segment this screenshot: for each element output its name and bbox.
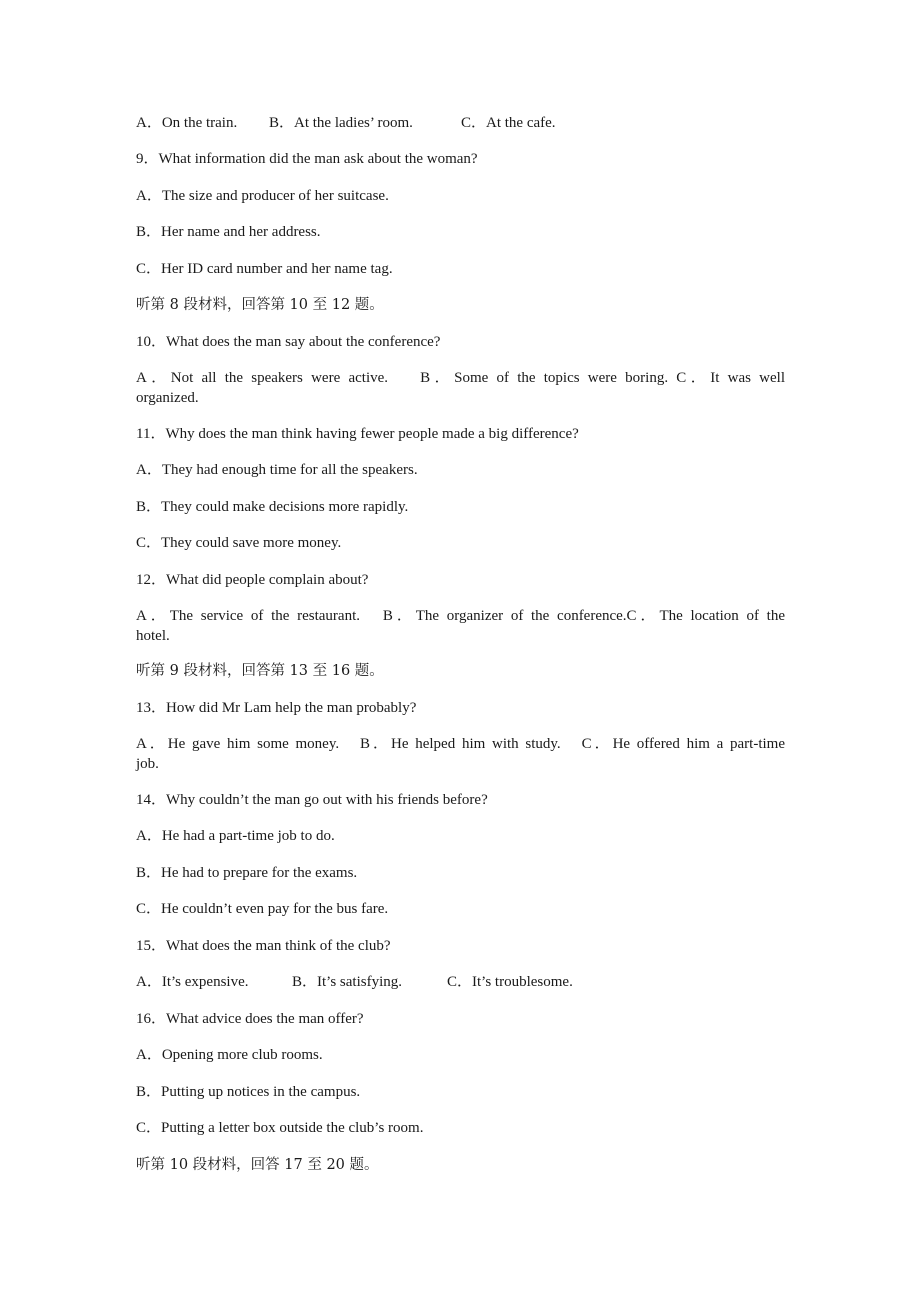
q11-option-a: A．They had enough time for all the speakers. — [136, 462, 418, 478]
q9-option-c: C．Her ID card number and her name tag. — [136, 261, 393, 277]
q10-stem: 10．What does the man say about the conference? — [136, 334, 441, 350]
q9-option-b: B．Her name and her address. — [136, 224, 321, 240]
q12-stem: 12．What did people complain about? — [136, 572, 369, 588]
section-9-instruction: 听第 9 段材料，回答第 13 至 16 题。 — [136, 663, 384, 679]
q16-stem: 16．What advice does the man offer? — [136, 1011, 364, 1027]
q15-option-a: A．It’s expensive. — [136, 974, 249, 990]
q12-options-line2: hotel. — [136, 628, 170, 644]
q12-options-line1: A．The service of the restaurant. B．The organizer of the conference.C．The location of the — [136, 608, 785, 624]
q10-options-line2: organized. — [136, 390, 199, 406]
q8-option-b: B．At the ladies’ room. — [269, 115, 413, 131]
q8-option-a: A．On the train. — [136, 115, 238, 131]
q15-stem: 15．What does the man think of the club? — [136, 938, 391, 954]
q14-stem: 14．Why couldn’t the man go out with his friends before? — [136, 792, 488, 808]
q8-option-c: C．At the cafe. — [461, 115, 556, 131]
q11-stem: 11．Why does the man think having fewer people made a big difference? — [136, 426, 579, 442]
q15-option-b: B．It’s satisfying. — [292, 974, 403, 990]
q14-option-a: A．He had a part-time job to do. — [136, 828, 335, 844]
q9-option-a: A．The size and producer of her suitcase. — [136, 188, 389, 204]
q14-option-b: B．He had to prepare for the exams. — [136, 865, 358, 881]
q9-stem: 9．What information did the man ask about the woman? — [136, 151, 478, 167]
q16-option-c: C．Putting a letter box outside the club’s room. — [136, 1120, 424, 1136]
q16-option-b: B．Putting up notices in the campus. — [136, 1084, 361, 1100]
q11-option-c: C．They could save more money. — [136, 535, 342, 551]
q13-stem: 13．How did Mr Lam help the man probably? — [136, 700, 417, 716]
section-8-instruction: 听第 8 段材料，回答第 10 至 12 题。 — [136, 297, 384, 313]
q16-option-a: A．Opening more club rooms. — [136, 1047, 323, 1063]
q13-options-line2: job. — [136, 756, 159, 772]
q14-option-c: C．He couldn’t even pay for the bus fare. — [136, 901, 389, 917]
q15-option-c: C．It’s troublesome. — [447, 974, 573, 990]
q13-options-line1: A．He gave him some money. B．He helped him with study. C．He offered him a part-time — [136, 736, 785, 752]
q11-option-b: B．They could make decisions more rapidly. — [136, 499, 409, 515]
section-10-instruction: 听第 10 段材料，回答 17 至 20 题。 — [136, 1157, 379, 1173]
q10-options-line1: A．Not all the speakers were active. B．Some of the topics were boring. C．It was well — [136, 370, 785, 386]
